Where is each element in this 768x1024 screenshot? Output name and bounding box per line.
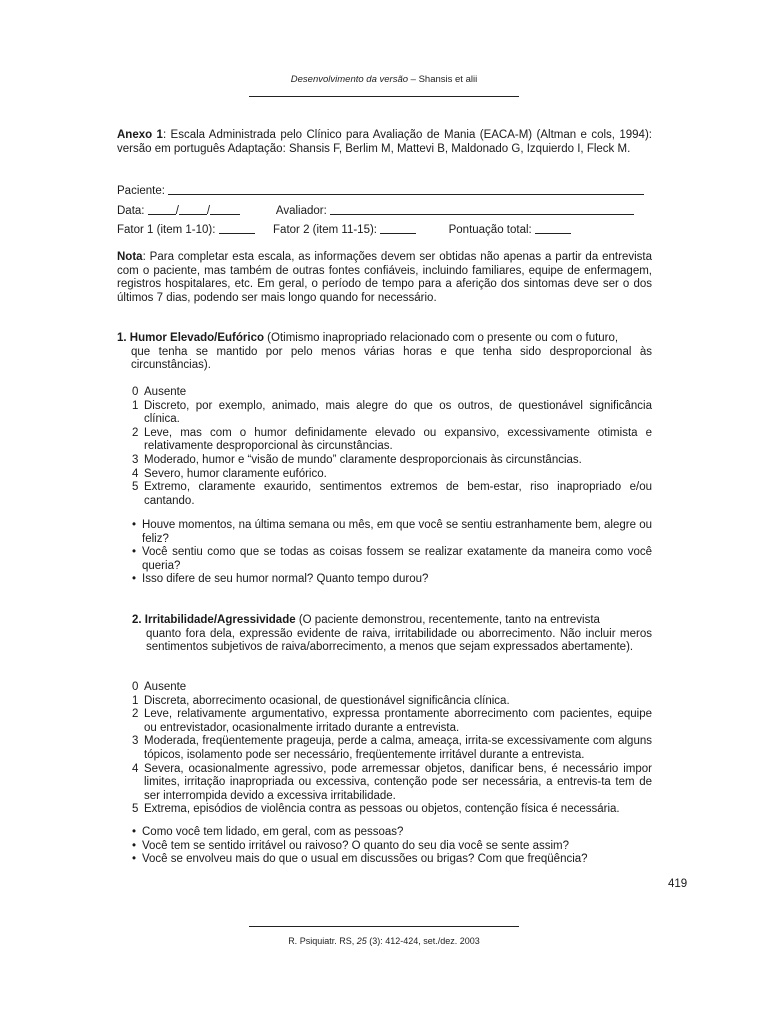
annex-text: : Escala Administrada pelo Clínico para Avaliação de Mania (EACA-M) (Altman e cols, 1994): versão em português Adaptação: Shansis F, Berlim M, Mattevi B, Maldonado G, Izquierdo I, Fleck M. xyxy=(117,129,652,155)
date-separator: / xyxy=(175,205,179,217)
score-item xyxy=(132,735,652,762)
score-item xyxy=(132,454,652,468)
date-day-field[interactable] xyxy=(148,203,176,215)
date-label: Data: xyxy=(117,205,145,217)
footer-citation xyxy=(0,936,768,946)
score-number: 1 xyxy=(132,399,139,412)
score-text: Moderada, freqüentemente prageuja, perde a calma, ameaça, irrita-se excessivamente com alguns tópicos, isolamento pode ser necessário, freqüentemente irritável durante a entrevista. xyxy=(144,735,652,761)
score-number: 5 xyxy=(132,481,139,494)
score-text: Ausente xyxy=(144,386,187,398)
annex-label: Anexo 1 xyxy=(117,129,163,141)
total-field[interactable] xyxy=(535,222,571,234)
header-rule xyxy=(249,96,519,97)
note-paragraph xyxy=(117,251,652,305)
section-2-items xyxy=(132,681,652,817)
question-text: Isso difere de seu humor normal? Quanto tempo durou? xyxy=(142,573,429,586)
score-text: Leve, mas com o humor definidamente elevado ou expansivo, excessivamente otimista e relativamente desproporcional às circunstâncias. xyxy=(144,426,652,453)
score-number: 4 xyxy=(132,762,139,775)
score-number: 2 xyxy=(132,708,139,721)
factor1-field[interactable] xyxy=(219,222,255,234)
score-number: 4 xyxy=(132,467,139,480)
score-text: Discreto, por exemplo, animado, mais alegre do que os outros, de questionável significância clínica. xyxy=(144,399,652,426)
score-number: 2 xyxy=(132,426,139,439)
score-item xyxy=(132,427,652,454)
patient-row xyxy=(117,183,644,197)
total-label: Pontuação total: xyxy=(448,224,532,236)
factor2-field[interactable] xyxy=(380,222,416,234)
section-1-questions xyxy=(132,519,652,587)
question-text: Você tem se sentido irritável ou raivoso? O quanto do seu dia você se sente assim? xyxy=(142,839,570,852)
score-item xyxy=(132,468,652,482)
footer-volume: 25 xyxy=(356,936,367,946)
section-description: (Otimismo inapropriado relacionado com o presente ou com o futuro, xyxy=(263,332,619,344)
score-number: 3 xyxy=(132,735,139,748)
score-number: 5 xyxy=(132,803,139,816)
note-text: : Para completar esta escala, as informações devem ser obtidas não apenas a partir da entrevista com o paciente, mas também de outras fontes confiáveis, incluindo familiares, equipe de enfermagem, registros hospitalares, etc. Em geral, o período de tempo para a aferição dos sintomas deve ser o dos últimos 7 dias, podendo ser mais longo quando for necessário. xyxy=(117,251,652,304)
footer-journal: R. Psiquiatr. RS, xyxy=(288,936,357,946)
header-authors: – Shansis et alii xyxy=(408,74,478,85)
score-item xyxy=(132,708,652,735)
score-number: 1 xyxy=(132,694,139,707)
section-number: 1. xyxy=(117,332,127,344)
section-description-cont: quanto fora dela, expressão evidente de raiva, irritabilidade ou aborrecimento. Não incluir meros sentimentos subjetivos de raiva/aborrecimento, a menos que sejam expressados abertamente). xyxy=(146,627,652,654)
question-item: • Você sentiu como que se todas as coisas fossem se realizar exatamente da maneira como você queria? xyxy=(132,546,652,572)
annex-heading xyxy=(117,129,652,156)
header-title: Desenvolvimento da versão xyxy=(290,74,409,85)
page-number: 419 xyxy=(668,878,688,890)
section-title: Irritabilidade/Agressividade xyxy=(144,614,296,626)
footer-issue: (3): 412-424, set./dez. 2003 xyxy=(366,936,480,946)
question-text: Houve momentos, na última semana ou mês, em que você se sentiu estranhamente bem, alegre ou feliz? xyxy=(142,519,652,545)
score-number: 0 xyxy=(132,386,139,398)
patient-label: Paciente: xyxy=(117,185,165,197)
evaluator-label: Avaliador: xyxy=(275,205,327,217)
score-item xyxy=(132,481,652,508)
score-item xyxy=(132,400,652,427)
score-text: Ausente xyxy=(144,681,187,693)
score-text: Severo, humor claramente eufórico. xyxy=(144,467,327,480)
score-text: Moderado, humor e “visão de mundo” claramente desproporcionais às circunstâncias. xyxy=(144,453,582,466)
question-text: Você sentiu como que se todas as coisas fossem se realizar exatamente da maneira como você queria? xyxy=(142,546,652,572)
question-item: • Isso difere de seu humor normal? Quanto tempo durou? xyxy=(132,573,652,587)
question-item: • Houve momentos, na última semana ou mês, em que você se sentiu estranhamente bem, alegre ou feliz? xyxy=(132,519,652,545)
patient-field[interactable] xyxy=(168,183,644,195)
score-text: Severa, ocasionalmente agressivo, pode arremessar objetos, danificar bens, é necessário impor limites, irritação inapropriada ou excessiva, contenção pode ser necessária, a entrevis-ta tem de ser interrompida devido a excessiva irritabilidade. xyxy=(144,762,652,802)
question-item: • Como você tem lidado, em geral, com as pessoas? xyxy=(132,826,652,840)
date-evaluator-row xyxy=(117,203,634,217)
section-title: Humor Elevado/Eufórico xyxy=(129,332,264,344)
running-header xyxy=(0,74,768,85)
score-number: 3 xyxy=(132,453,139,466)
section-description: (O paciente demonstrou, recentemente, tanto na entrevista xyxy=(295,614,600,626)
section-description-cont: que tenha se mantido por pelo menos várias horas e que tenha sido desproporcional às circunstâncias). xyxy=(131,345,652,372)
evaluator-field[interactable] xyxy=(330,203,634,215)
date-month-field[interactable] xyxy=(179,203,207,215)
question-text: Você se envolveu mais do que o usual em discussões ou brigas? Com que freqüência? xyxy=(142,853,588,866)
question-item: • Você se envolveu mais do que o usual em discussões ou brigas? Com que freqüência? xyxy=(132,853,652,867)
section-1-items xyxy=(132,386,652,508)
section-1-heading xyxy=(117,332,652,373)
date-separator: / xyxy=(206,205,211,217)
section-2-questions xyxy=(132,826,652,867)
question-item: • Você tem se sentido irritável ou raivoso? O quanto do seu dia você se sente assim? xyxy=(132,840,652,854)
score-text: Discreta, aborrecimento ocasional, de questionável significância clínica. xyxy=(144,694,510,707)
score-item xyxy=(132,681,652,695)
date-year-field[interactable] xyxy=(210,203,240,215)
section-2-heading xyxy=(132,614,652,655)
score-item xyxy=(132,803,652,817)
score-text: Extrema, episódios de violência contra as pessoas ou objetos, contenção física é necessária. xyxy=(144,803,620,816)
question-text: Como você tem lidado, em geral, com as pessoas? xyxy=(142,826,404,838)
footer-rule xyxy=(249,926,519,927)
factor1-label: Fator 1 (item 1-10): xyxy=(117,224,216,236)
score-text: Leve, relativamente argumentativo, expressa prontamente aborrecimento com pacientes, equipe ou entrevistador, ocasionalmente irritado durante a entrevista. xyxy=(144,708,652,734)
section-number: 2. xyxy=(132,614,142,626)
score-row xyxy=(117,222,571,236)
note-label: Nota xyxy=(117,251,143,263)
score-item xyxy=(132,386,652,400)
score-text: Extremo, claramente exaurido, sentimentos extremos de bem-estar, riso inapropriado e/ou cantando. xyxy=(144,481,652,507)
score-number: 0 xyxy=(132,681,139,693)
score-item xyxy=(132,763,652,804)
score-item xyxy=(132,695,652,709)
factor2-label: Fator 2 (item 11-15): xyxy=(273,224,377,236)
